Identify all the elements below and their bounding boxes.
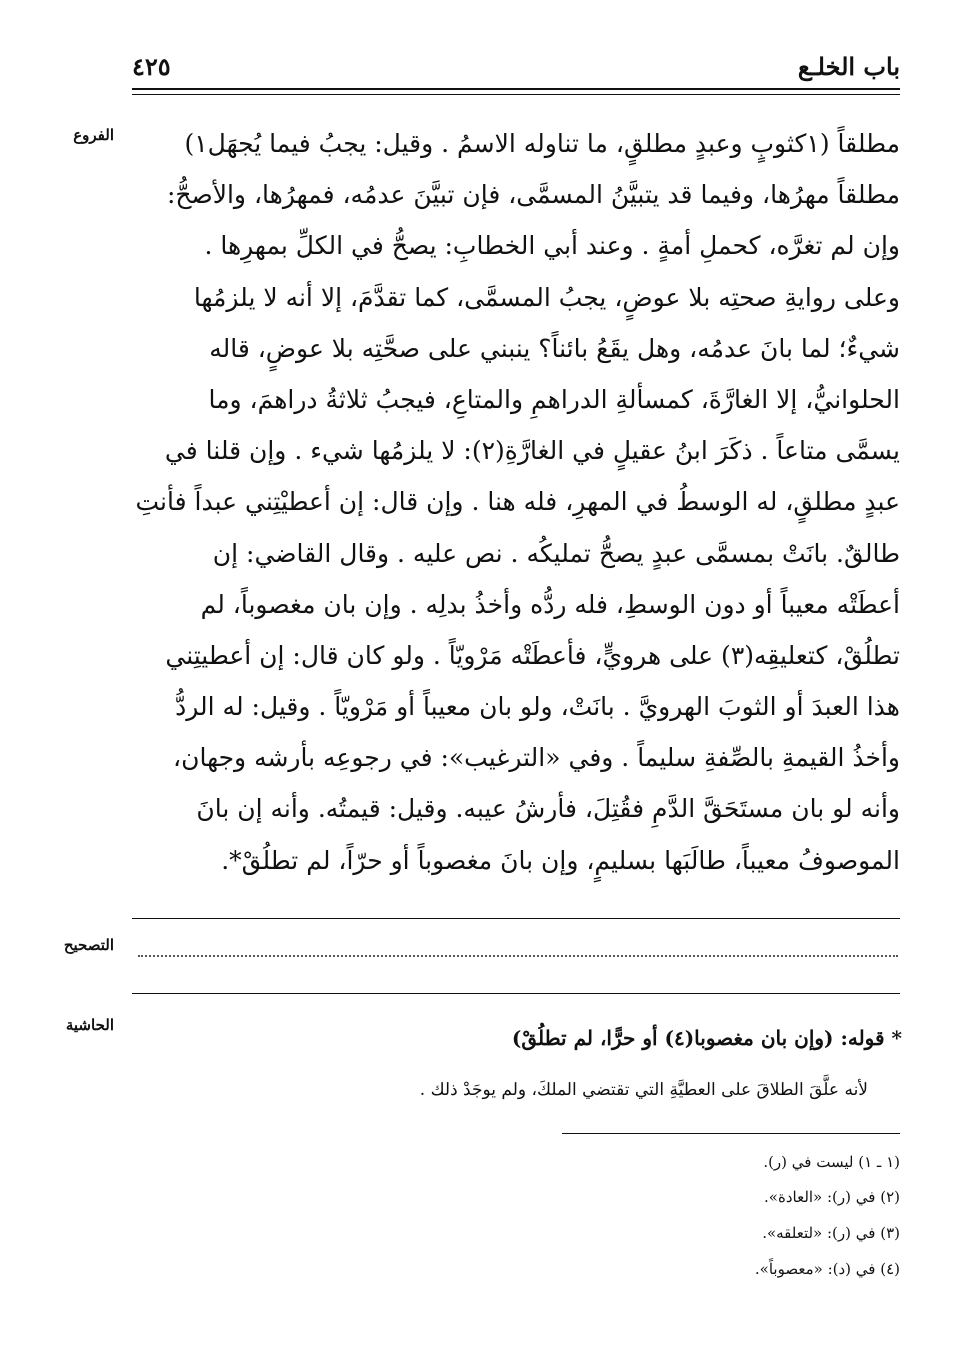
text-line: أعطَتْه معيباً أو دون الوسطِ، فله ردُّه وأخذُ بدلِه . وإن بان مغصوباً، لم [200, 589, 900, 619]
header-rule [132, 88, 900, 90]
section-divider [132, 918, 900, 919]
text-line: يسمَّى متاعاً . ذكَرَ ابنُ عقيلٍ في الغارَّةِ(٢): لا يلزمُها شيء . وإن قلنا في [164, 436, 900, 466]
text-line: وإن لم تغرَّه، كحملِ أمةٍ . وعند أبي الخطابِ: يصحُّ في الكلِّ بمهرِها . [204, 231, 900, 261]
text-line: هذا العبدَ أو الثوبَ الهرويَّ . بانَتْ، ولو بان معيباً أو مَرْويّاً . وقيل: له الردُّ [175, 692, 900, 722]
footnote: (٤) في (د): «معصوباً». [754, 1260, 900, 1278]
text-line: وأخذُ القيمةِ بالصِّفةِ سليماً . وفي «الترغيب»: في رجوعِه بأرشه وجهان، [173, 743, 900, 773]
text-line: مطلقاً (١كثوبٍ وعبدٍ مطلقٍ، ما تناوله الاسمُ . وقيل: يجبُ فيما يُجهَل١) [184, 129, 900, 158]
text-line: تطلُقْ، كتعليقِه(٣) على هرويٍّ، فأعطَتْه مَرْويّاً . ولو كان قال: إن أعطيتِني [165, 640, 900, 670]
text-line: طالقٌ. بانَتْ بمسمَّى عبدٍ يصحُّ تمليكُه . نص عليه . وقال القاضي: إن [212, 538, 900, 568]
text-line: الموصوفُ معيباً، طالَبَها بسليمٍ، وإن بانَ مغصوباً أو حرّاً، لم تطلُقْ*. [221, 845, 900, 875]
section-divider [132, 993, 900, 994]
header-rule-thin [132, 94, 900, 95]
footnote-rule [562, 1133, 900, 1134]
side-label-hashiya: الحاشية [65, 1016, 114, 1034]
hashiya-text: لأنه علَّقَ الطلاقَ على العطيَّةِ التي تقتضي الملكَ، ولم يوجَدْ ذلك . [419, 1080, 868, 1100]
tashih-dotted-line [138, 955, 898, 957]
text-line: الحلوانيُّ، إلا الغارَّةَ، كمسألةِ الدراهمِ والمتاعِ، فيجبُ ثلاثةُ دراهمَ، وما [208, 384, 900, 414]
side-label-tashih: التصحيح [63, 936, 114, 954]
chapter-title: باب الخلـع [797, 52, 900, 81]
side-label-furu: الفروع [73, 126, 114, 144]
text-line: مطلقاً مهرُها، وفيما قد يتبيَّنُ المسمَّى، فإن تبيَّنَ عدمُه، فمهرُها، والأصحُّ: [166, 180, 900, 210]
text-line: عبدٍ مطلقٍ، له الوسطُ في المهرِ، فله هنا . وإن قال: إن أعطيْتِني عبداً فأنتِ [135, 487, 900, 517]
text-line: شيءٌ؛ لما بانَ عدمُه، وهل يقَعُ بائناً؟ ينبني على صحَّتِه بلا عوضٍ، قاله [209, 333, 900, 363]
text-line: وأنه لو بان مستَحَقَّ الدَّمِ فقُتِلَ، فأرشُ عيبه. وقيل: قيمتُه. وأنه إن بانَ [196, 794, 900, 824]
footnote: (٢) في (ر): «العادة». [764, 1188, 900, 1206]
page-number: ٤٢٥ [132, 52, 171, 81]
footnote: (٣) في (ر): «لتعلقه». [762, 1224, 900, 1242]
footnote: (١ ـ ١) ليست في (ر). [763, 1153, 900, 1171]
hashiya-title: * قوله: (وإن بان مغصوبا(٤) أو حرًّا، لم تطلُقْ) [511, 1026, 902, 1050]
text-line: وعلى روايةِ صحتِه بلا عوضٍ، يجبُ المسمَّى، كما تقدَّمَ، إلا أنه لا يلزمُها [193, 282, 900, 312]
main-text [132, 118, 900, 886]
page-header [132, 52, 900, 92]
